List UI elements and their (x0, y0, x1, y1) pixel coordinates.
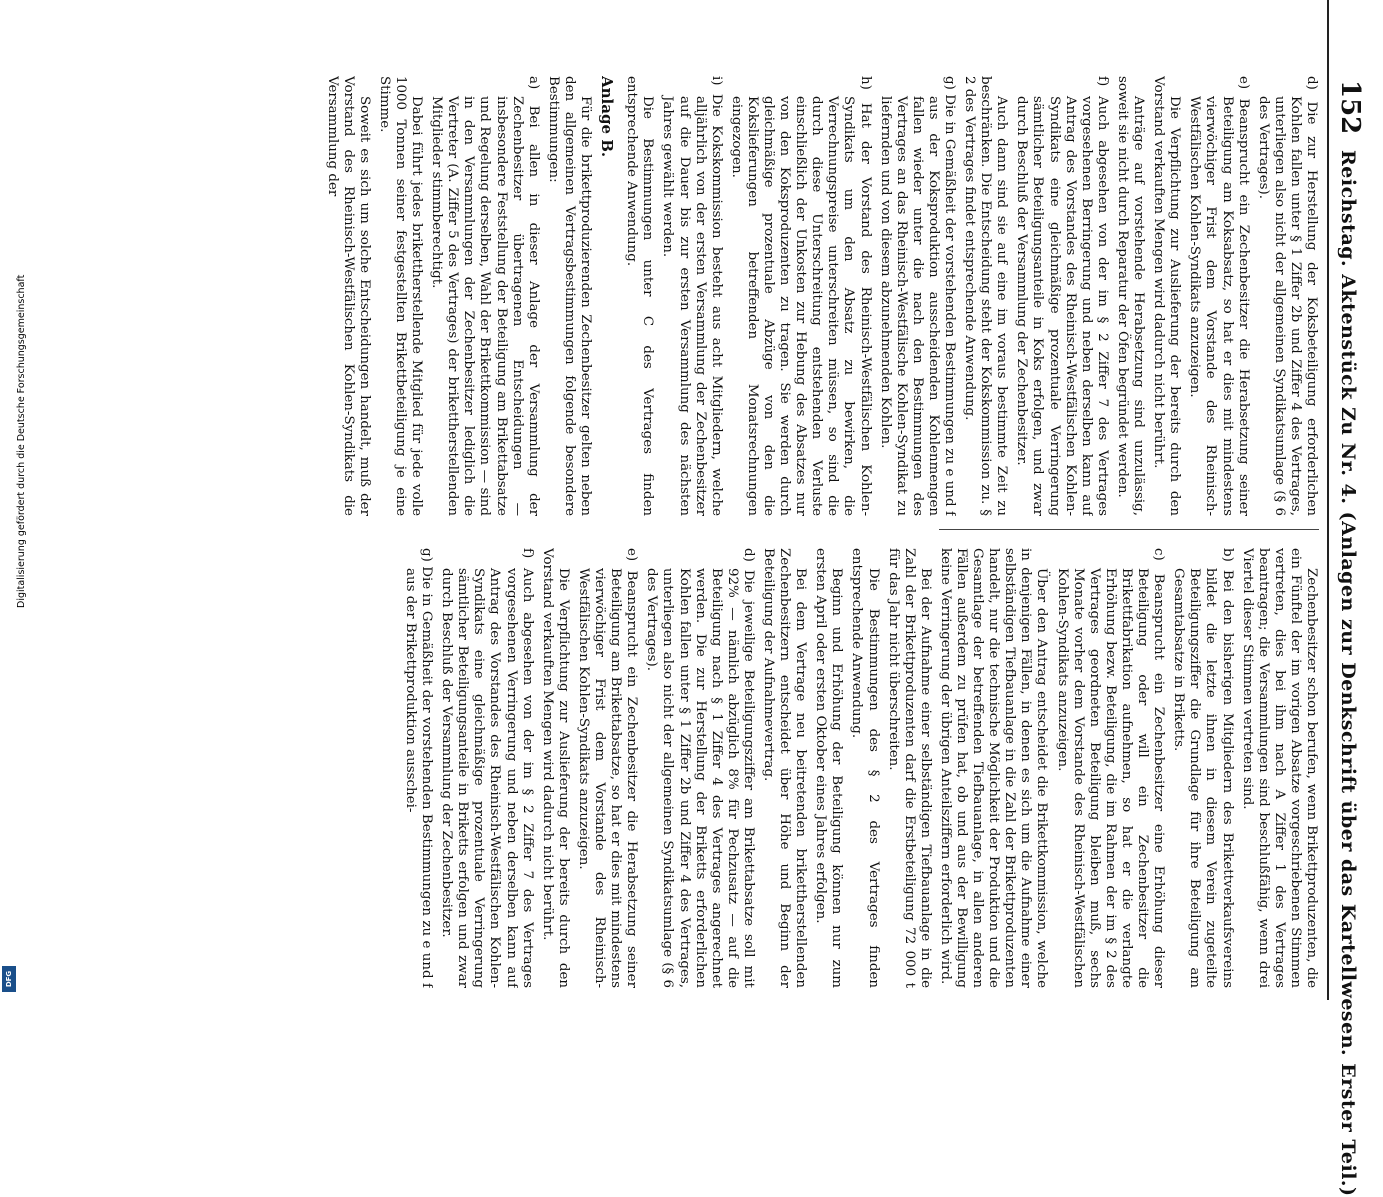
left-column (159, 76, 1319, 516)
paragraph (643, 548, 756, 988)
paragraph (1255, 76, 1319, 516)
paragraph-text: Die Verpflichtung zur Auslieferung der bereits durch den Vorstand verkauften Mengen wird dadurch nicht berührt. (1151, 76, 1183, 516)
paragraph (623, 76, 655, 516)
paragraph-text: Die in Gemäßheit der vorstehenden Bestimmungen zu e und f aus der Brikettproduktion ausschei- (403, 566, 435, 988)
paragraph-label: d) (740, 548, 756, 562)
right-paragraphs (402, 548, 1319, 988)
paragraph (1150, 76, 1182, 516)
paragraph-text: Auch abgesehen von der im § 2 Ziffer 7 des Vertrages vorgesehenen Verringerung und neben derselben kann auf Antrag des Vorstandes des Rheinisch-Westfälischen Kohlen-Syndikats eine gleichmäßige prozentuale Verringerung sämtlicher Beteiligungsanteile in Briketts erfolgen und zwar durch Beschluß der Versammlung der Zechenbesitzer. (439, 568, 535, 988)
paragraph (402, 548, 434, 988)
paragraph-text: Bei der Aufnahme einer selbständigen Tiefbauanlage in die Zahl der Brikettproduzenten darf die Erstbeteiligung 72 000 t für das Jahr nicht überschreiten. (885, 548, 933, 988)
paragraph (539, 548, 571, 988)
paragraph (760, 548, 808, 988)
paragraph-label: d) (1304, 76, 1319, 90)
paragraph-text: Die Bestimmungen des § 2 des Vertrages finden entsprechende Anwendung. (849, 548, 881, 988)
paragraph-text: Beansprucht ein Zechenbesitzer die Herabsetzung seiner Beteiligung am Koksabsatz, so hat er dies mit mindestens vierwöchiger Frist dem Vorstande des Rheinisch-Westfälischen Kohlen-Syndikats anzuzeigen. (1187, 96, 1251, 516)
paragraph-label: e) (624, 548, 640, 562)
paragraph (937, 548, 1050, 988)
paragraph (885, 548, 933, 988)
paragraph-text: Hat der Vorstand des Rheinisch-Westfälischen Kohlen-Syndikats um den Absatz zu bewirken, die Verrechnungspreise unterschreiten müssen, so sind die durch diese Unterschreitung entstehenden Verluste einschließlich der Unkosten zur Hebung des Absatzes nur von den Koksproduzenten zu tragen. Sie werden durch gleichmäßige prozentuale Abzüge von den die Kokslieferungen betreffenden Monatsrechnungen eingezogen. (728, 96, 873, 516)
annex-paragraphs (324, 76, 541, 516)
paragraph (376, 76, 424, 516)
paragraph-text: Die Kokskommission besteht aus acht Mitgliedern, welche alljährlich von der ersten Versammlung der Zechenbesitzer auf die Dauer bis zur ersten Versammlung des nächsten Jahres gewählt werden. (660, 93, 724, 516)
paragraph-text: Die jeweilige Beteiligungsziffer am Brikettabsatze soll mit 92% — nämlich abzüglich 8% für Pechzusatz — auf die Beteiligung nach § 1 Ziffer 4 des Vertrages angerechnet werden. Die zur Herstellung der Briketts erforderlichen Kohlen fallen unter § 1 Ziffer 2b und Ziffer 4 des Vertrages, unterliegen also nicht der allgemeinen Syndikatsumlage (§ 6 des Vertrages). (644, 568, 756, 988)
paragraph (848, 548, 880, 988)
paragraph-label: a) (525, 76, 541, 90)
paragraph-text: Die in Gemäßheit der vorstehenden Bestimmungen zu e und f aus der Koksproduktion ausscheidenden Kohlenmengen fallen wieder unter die nach den Bestimmungen des Vertrages an das Rheinisch-Westfälische Kohlen-Syndikat zu liefernden und von diesem abzunehmenden Kohlen. (877, 94, 958, 516)
paragraph-label: b) (1219, 548, 1235, 562)
paragraph-label: g) (419, 548, 435, 562)
paragraph-text: Bei allen in dieser Anlage der Versammlung der Zechenbesitzer übertragenen Entscheidungen — insbesondere Feststellung der Beteiligung am Brikettabsatze und Regelung derselben, Wahl der Brikettkommission — sind in den Versammlungen der Zechenbesitzer lediglich die Vertreter (A. Ziffer 5 des Vertrages) der brikettherstellenden Mitglieder stimmberechtigt. (429, 96, 541, 516)
dfg-logo-text: DFG (5, 970, 13, 988)
paragraph-text: Auch abgesehen von der im § 2 Ziffer 7 des Vertrages vorgesehenen Berringerung und neben derselben kann auf Antrag des Vorstandes des Rheinisch-Westfälischen Kohlen-Syndikats eine gleichmäßige prozentuale Verringerung sämtlicher Beteiligungsanteile in Koks erfolgen, und zwar durch Beschluß der Versammlung der Zechenbesitzer. (1014, 96, 1110, 516)
paragraph-label: f) (1094, 76, 1110, 87)
paragraph-text: Die Bestimmungen unter C des Vertrages finden entsprechende Anwendung. (624, 76, 656, 516)
paragraph-text: Beginn und Erhöhung der Beteiligung können nur zum ersten April oder ersten Oktober eines Jahres erfolgen. (813, 548, 845, 988)
paragraph (728, 76, 873, 516)
paragraph-text: Dabei führt jedes brikettherstellende Mitglied für jede volle 1000 Tonnen seiner festgestellten Brikettbeteiligung je eine Stimme. (376, 76, 425, 516)
paragraph (1170, 548, 1234, 988)
credit-text: Digitalisierung gefördert durch die Deutsche Forschungsgemeinschaft (16, 274, 27, 608)
page-number: 152 (1335, 80, 1365, 135)
paragraph-text: Beansprucht ein Zechenbesitzer die Herabsetzung seiner Beteiligung am Brikettabsatze, so hat er dies mit mindestens vierwöchiger Frist dem Vorstande des Rheinisch-Westfälischen Kohlen-Syndikats anzuzeigen. (575, 568, 640, 988)
paragraph-label: i) (708, 76, 724, 86)
paragraph-text: Die Verpflichtung zur Auslieferung der bereits durch den Vorstand verkauften Mengen wird dadurch nicht berührt. (539, 548, 571, 988)
paragraph (812, 548, 844, 988)
paragraph-text: Soweit es sich um solche Entscheidungen handelt, muß der Vorstand des Rheinisch-Westfälischen Kohlen-Syndikats die Versammlung der (324, 76, 372, 516)
paragraph (324, 76, 372, 516)
paragraph-text: Auch dann sind sie auf eine im voraus bestimmte Zeit zu beschränken. Die Entscheidung steht der Kokskommission zu. § 2 des Vertrages findet entsprechende Anwendung. (962, 76, 1010, 516)
paragraph-label: f) (519, 548, 535, 559)
paragraph-text: Bei dem Vertrage neu beitretenden brikettherstellenden Zechenbesitzern entscheidet über Höhe und Beginn der Beteiligung der Aufnahmevertrag. (761, 548, 809, 988)
dfg-logo (2, 966, 16, 992)
annex-intro: Für die brikettproduzierenden Zechenbesitzer gelten neben den allgemeinen Vertragsbestimmungen folgende besondere Bestimmungen: (545, 76, 594, 516)
paragraph-text: Zechenbesitzer schon berufen, wenn Brikettproduzenten, die ein Fünftel der im vorigen Absatze vorgeschriebenen Stimmen vertreten, dies bei ihm nach A Ziffer 1 des Vertrages beantragen; die Versammlungen sind beschlußfähig, wenn drei Viertel dieser Stimmen vertreten sind. (1239, 548, 1319, 988)
paragraph (1114, 76, 1146, 516)
digitization-credit (0, 0, 27, 1000)
paragraph-text: Bei den bisherigen Mitgliedern des Brikettverkaufsvereins bildet die letzte ihnen in diesem Verein zugeteilte Beteiligungsziffer die Grundlage für ihre Beteiligung am Gesamtabsatze in Briketts. (1171, 568, 1235, 988)
paragraph (659, 76, 723, 516)
paragraph (1186, 76, 1250, 516)
paragraph (575, 548, 639, 988)
paragraph (428, 76, 541, 516)
paragraph (961, 76, 1009, 516)
page-header (1327, 0, 1369, 1197)
paragraph-label: h) (857, 76, 873, 90)
page-title: Reichstag. Aktenstück Zu Nr. 4. (Anlagen zur Denkschrift über das Kartellwesen. Erster Teil.) (1337, 150, 1359, 1197)
paragraph (1239, 548, 1319, 988)
right-column (159, 548, 1319, 988)
paragraph (877, 76, 957, 516)
paragraph-text: Über den Antrag entscheidet die Brikettkommission, welche in denjenigen Fällen, in denen es sich um die Aufnahme einer selbständigen Tiefbauanlage in die Zahl der Brikettproduzenten handelt, nur die technische Möglichkeit der Produktion und die Gesamtlage der betreffenden Tiefbauanlage, in allen anderen Fällen außerdem zu prüfen hat, ob und aus der Bewilligung keine Verringerung der übrigen Anteilsziffern erforderlich wird. (937, 548, 1050, 988)
left-paragraphs (623, 76, 1319, 516)
column-divider (939, 529, 1319, 530)
paragraph (1013, 76, 1110, 516)
annex-title: Anlage B. (598, 76, 617, 158)
paragraph-label: e) (1235, 76, 1251, 90)
paragraph-label: c) (1151, 548, 1167, 561)
paragraph-text: Die zur Herstellung der Koksbeteiligung erforderlichen Kohlen fallen unter § 1 Ziffer 2b und Ziffer 4 des Vertrages, unterliegen also nicht der allgemeinen Syndikatsumlage (§ 6 des Vertrages). (1255, 96, 1319, 516)
paragraph-text: Beansprucht ein Zechenbesitzer eine Erhöhung dieser Beteiligung oder will ein Zechenbesitzer die Brikettfabrikation aufnehmen, so hat er die verlangte Erhöhung bezw. Beteiligung, die im Rahmen der im § 2 des Vertrages geordneten Beteiligung bleiben muß, sechs Monate vorher dem Vorstande des Rheinisch-Westfälischen Kohlen-Syndikats anzuzeigen. (1054, 568, 1167, 988)
paragraph (1054, 548, 1167, 988)
paragraph-label: g) (942, 76, 958, 90)
paragraph (438, 548, 535, 988)
paragraph-text: Anträge auf vorstehende Herabsetzung sind unzulässig, soweit sie nicht durch Reparatur der Öfen begründet werden. (1114, 76, 1147, 516)
